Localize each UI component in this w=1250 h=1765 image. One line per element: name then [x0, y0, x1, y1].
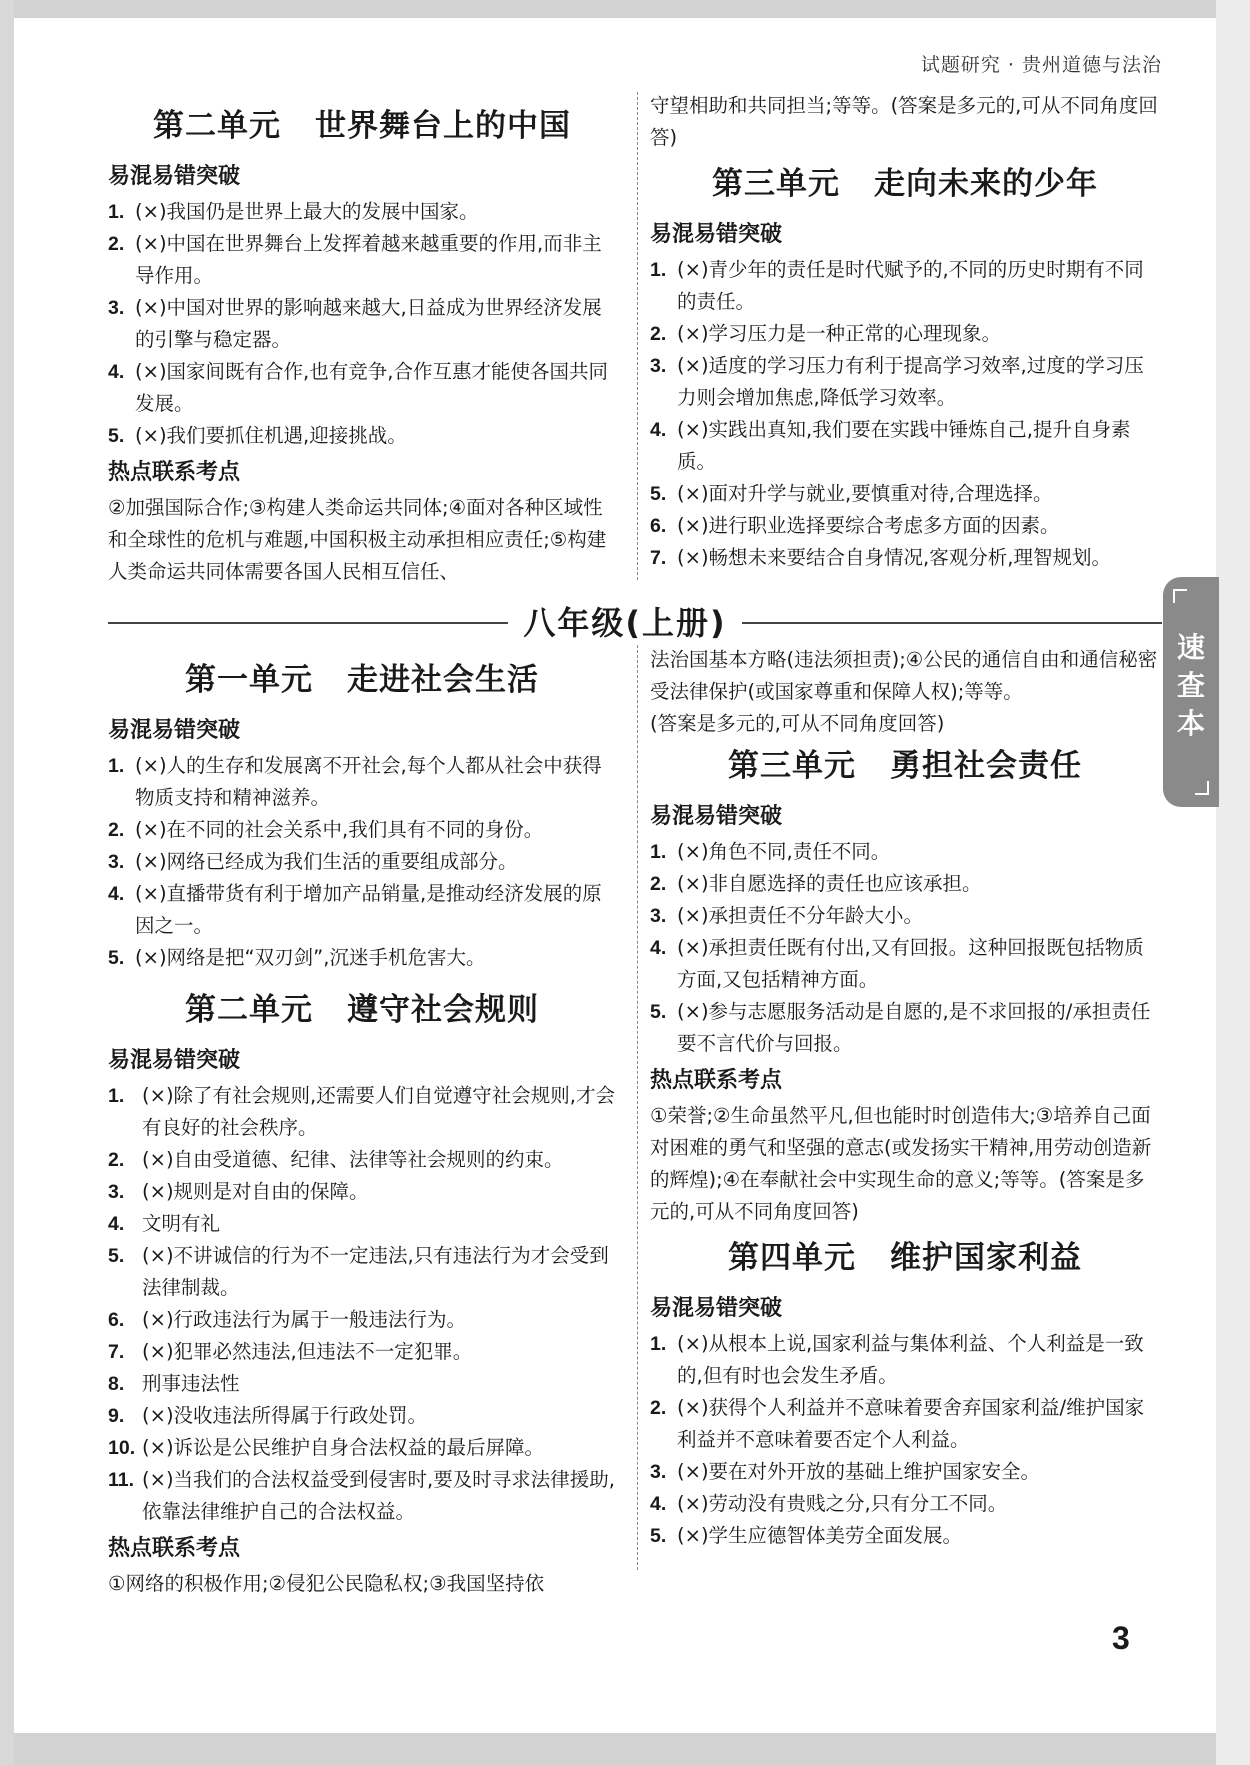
section-heading: 热点联系考点 [650, 1068, 783, 1093]
list-item: 5. (×)不讲诚信的行为不一定违法,只有违法行为才会受到法律制裁。 [108, 1244, 609, 1299]
list-item: 1. (×)我国仍是世界上最大的发展中国家。 [108, 200, 479, 223]
list-item: 2. (×)在不同的社会关系中,我们具有不同的身份。 [108, 818, 544, 841]
section-heading: 易混易错突破 [650, 1296, 783, 1321]
grade-title: 八年级(上册) [523, 604, 727, 642]
section-heading: 易混易错突破 [650, 804, 783, 829]
continued-text: 守望相助和共同担当;等等。(答案是多元的,可从不同角度回答) [650, 94, 1158, 149]
list-item: 1. (×)角色不同,责任不同。 [650, 840, 891, 863]
list-item: 2. (×)中国在世界舞台上发挥着越来越重要的作用,而非主导作用。 [108, 232, 602, 287]
section-heading: 易混易错突破 [650, 222, 783, 247]
section-heading: 易混易错突破 [108, 164, 241, 189]
list-item: 4. (×)国家间既有合作,也有竞争,合作互惠才能使各国共同发展。 [108, 360, 608, 415]
running-header: 试题研究 · 贵州道德与法治 [920, 54, 1162, 76]
item-list [108, 750, 616, 974]
list-item: 2. (×)非自愿选择的责任也应该承担。 [650, 872, 982, 895]
list-item: 5. (×)面对升学与就业,要慎重对待,合理选择。 [650, 482, 1053, 505]
section-heading: 易混易错突破 [108, 718, 241, 743]
section-heading: 热点联系考点 [108, 460, 241, 485]
list-item: 4. (×)直播带货有利于增加产品销量,是推动经济发展的原因之一。 [108, 882, 602, 937]
list-item: 5. (×)网络是把“双刃剑”,沉迷手机危害大。 [108, 946, 486, 969]
list-item: 1. (×)除了有社会规则,还需要人们自觉遵守社会规则,才会有良好的社会秩序。 [108, 1084, 615, 1139]
list-item: 3. (×)承担责任不分年龄大小。 [650, 904, 924, 927]
bracket-corner-icon [1173, 589, 1187, 603]
list-item: 1. (×)从根本上说,国家利益与集体利益、个人利益是一致的,但有时也会发生矛盾。 [650, 1332, 1144, 1387]
bracket-corner-icon [1195, 781, 1209, 795]
left-bottom-column [108, 652, 616, 1600]
list-item: 3. (×)适度的学习压力有利于提高学习效率,过度的学习压力则会增加焦虑,降低学习效率。 [650, 354, 1144, 409]
item-list [108, 1080, 616, 1528]
item-list [650, 1328, 1160, 1552]
hot-topic-text: ②加强国际合作;③构建人类命运共同体;④面对各种区域性和全球性的危机与难题,中国积极主动承担相应责任;⑤构建人类命运共同体需要各国人民相互信任、 [108, 496, 607, 583]
scan-border-left [0, 0, 14, 1765]
unit-title: 第二单元 世界舞台上的中国 [153, 108, 571, 144]
unit-title: 第一单元 走进社会生活 [185, 662, 539, 698]
list-item: 2. (×)获得个人利益并不意味着要舍弃国家利益/维护国家利益并不意味着要否定个人利益。 [650, 1396, 1145, 1451]
scan-border-bottom [0, 1733, 1250, 1765]
scan-border-right [1216, 0, 1250, 1765]
list-item: 3. (×)要在对外开放的基础上维护国家安全。 [650, 1460, 1041, 1483]
list-item: 5. (×)我们要抓住机遇,迎接挑战。 [108, 424, 407, 447]
list-item: 4. (×)劳动没有贵贱之分,只有分工不同。 [650, 1492, 1008, 1515]
list-item: 4. 文明有礼 [108, 1212, 221, 1235]
left-top-column [108, 98, 616, 588]
section-heading: 易混易错突破 [108, 1048, 241, 1073]
list-item: 2. (×)自由受道德、纪律、法律等社会规则的约束。 [108, 1148, 564, 1171]
list-item: 8. 刑事违法性 [108, 1372, 240, 1395]
answer-note: (答案是多元的,可从不同角度回答) [650, 712, 945, 735]
list-item: 1. (×)人的生存和发展离不开社会,每个人都从社会中获得物质支持和精神滋养。 [108, 754, 602, 809]
list-item: 5. (×)参与志愿服务活动是自愿的,是不求回报的/承担责任要不言代价与回报。 [650, 1000, 1151, 1055]
list-item: 3. (×)中国对世界的影响越来越大,日益成为世界经济发展的引擎与稳定器。 [108, 296, 602, 351]
column-divider-top [637, 92, 638, 580]
continued-text: 法治国基本方略(违法须担责);④公民的通信自由和通信秘密受法律保护(或国家尊重和保障人权);等等。 [650, 648, 1158, 703]
list-item: 7. (×)畅想未来要结合自身情况,客观分析,理智规划。 [650, 546, 1111, 569]
list-item: 4. (×)实践出真知,我们要在实践中锤炼自己,提升自身素质。 [650, 418, 1131, 473]
list-item: 11. (×)当我们的合法权益受到侵害时,要及时寻求法律援助,依靠法律维护自己的合法权益。 [108, 1468, 615, 1523]
scan-border-top [0, 0, 1250, 18]
section-heading: 热点联系考点 [108, 1536, 241, 1561]
right-bottom-column [650, 644, 1160, 1552]
hot-topic-text: ①网络的积极作用;②侵犯公民隐私权;③我国坚持依 [108, 1572, 545, 1595]
list-item: 10. (×)诉讼是公民维护自身合法权益的最后屏障。 [108, 1436, 545, 1459]
unit-title: 第三单元 勇担社会责任 [728, 748, 1082, 784]
page-number: 3 [1112, 1620, 1130, 1656]
side-tab [1163, 577, 1219, 807]
list-item: 2. (×)学习压力是一种正常的心理现象。 [650, 322, 1002, 345]
unit-title: 第三单元 走向未来的少年 [712, 166, 1098, 202]
right-top-column [650, 90, 1160, 574]
unit-title: 第四单元 维护国家利益 [728, 1240, 1082, 1276]
column-divider-bottom [637, 645, 638, 1570]
unit-title: 第二单元 遵守社会规则 [185, 992, 539, 1028]
list-item: 6. (×)进行职业选择要综合考虑多方面的因素。 [650, 514, 1060, 537]
item-list [650, 254, 1160, 574]
hot-topic-text: ①荣誉;②生命虽然平凡,但也能时时创造伟大;③培养自己面对困难的勇气和坚强的意志(或发扬实干精神,用劳动创造新的辉煌);④在奉献社会中实现生命的意义;等等。(答案是多元的,可从不同角度回答) [650, 1104, 1152, 1223]
side-tab-label: 速 查 本 [1176, 631, 1205, 740]
list-item: 1. (×)青少年的责任是时代赋予的,不同的历史时期有不同的责任。 [650, 258, 1144, 313]
list-item: 9. (×)没收违法所得属于行政处罚。 [108, 1404, 428, 1427]
list-item: 3. (×)规则是对自由的保障。 [108, 1180, 369, 1203]
item-list [108, 196, 616, 452]
list-item: 6. (×)行政违法行为属于一般违法行为。 [108, 1308, 467, 1331]
item-list [650, 836, 1160, 1060]
list-item: 4. (×)承担责任既有付出,又有回报。这种回报既包括物质方面,又包括精神方面。 [650, 936, 1144, 991]
list-item: 3. (×)网络已经成为我们生活的重要组成部分。 [108, 850, 518, 873]
list-item: 5. (×)学生应德智体美劳全面发展。 [650, 1524, 963, 1547]
list-item: 7. (×)犯罪必然违法,但违法不一定犯罪。 [108, 1340, 473, 1363]
